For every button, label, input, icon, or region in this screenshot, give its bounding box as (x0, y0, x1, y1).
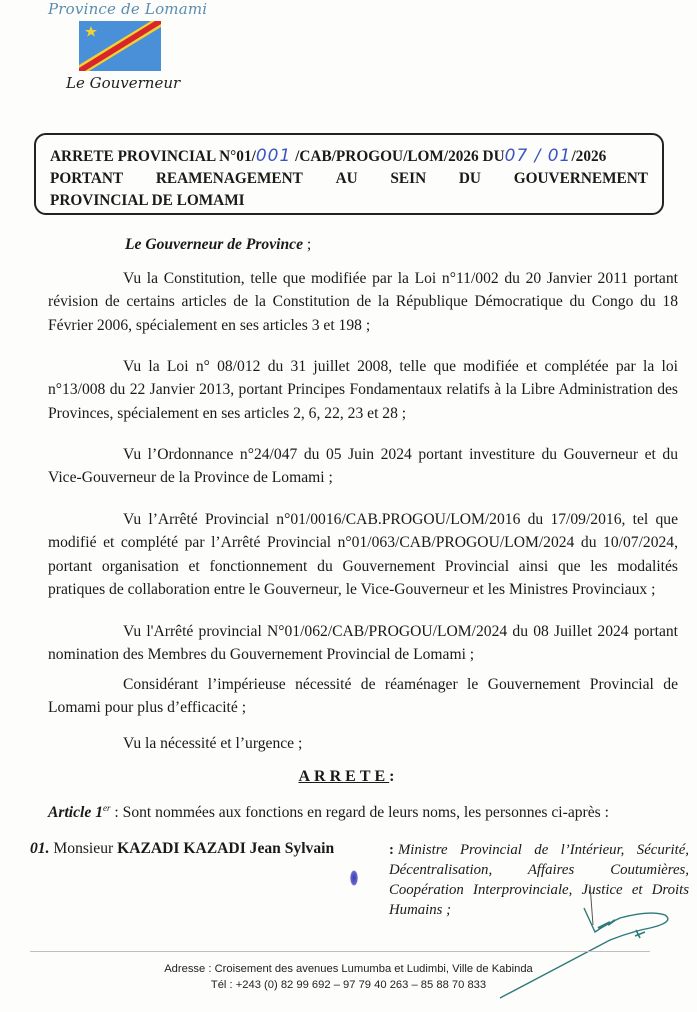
handwritten-decree-number: 001 (255, 146, 292, 166)
subject-word: GOUVERNEMENT (513, 170, 648, 187)
role-text: Ministre Provincial de l’Intérieur, Sécurité, Décentralisation, Affaires Coutumières, Coopération Interprovinciale, Justice et Droits Humains ; (389, 842, 689, 918)
decree-heading (0, 768, 697, 786)
consideration-paragraph: Vu la Constitution, telle que modifiée par la Loi n°11/002 du 20 Janvier 2011 portant révision de certains articles de la Constitution de la République Démocratique du Congo du 18 Février 2006, spécialement en ses articles 3 et 198 ; (48, 270, 678, 334)
role-separator: : (389, 842, 394, 858)
consideration-paragraph: Vu l'Arrêté provincial N°01/062/CAB/PROGOU/LOM/2024 du 08 Juillet 2024 portant nomination des Membres du Gouvernement Provincial de Lomami ; (48, 623, 678, 664)
subject-word: AU (335, 170, 358, 187)
province-name: Province de Lomami (48, 0, 208, 18)
consideration-paragraph: Considérant l’impérieuse nécessité de réaménager le Gouvernement Provincial de Lomami pour plus d’efficacité ; (48, 676, 678, 717)
subject-word: PORTANT (50, 170, 124, 187)
decree-number-middle: /CAB/PROGOU/LOM/2026 DU (291, 148, 505, 165)
appointee-name: KAZADI KAZADI Jean Sylvain (117, 840, 335, 857)
consideration-paragraph: Vu la nécessité et l’urgence ; (123, 735, 303, 752)
decree-subject-line (50, 168, 648, 190)
appointee-role (389, 840, 689, 920)
footer-divider (30, 951, 650, 952)
governor-title: Le Gouverneur (66, 74, 181, 92)
issuing-authority (125, 236, 311, 254)
subject-word: SEIN (390, 170, 427, 187)
article-label: Article 1 (48, 804, 104, 822)
decree-subject-line-2: PROVINCIAL DE LOMAMI (50, 192, 245, 209)
appointee-entry (30, 840, 334, 858)
decree-number-prefix: ARRETE PROVINCIAL N°01/ (50, 148, 256, 165)
decree-year: /2026 (571, 148, 607, 165)
consideration-paragraph: Vu la Loi n° 08/012 du 31 juillet 2008, telle que modifiée et complétée par la loi n°13/008 du 22 Janvier 2013, portant Principes Fondamentaux relatifs à la Libre Administration des Provinces, spécialement en ses articles 2, 6, 22, 23 et 28 ; (48, 358, 678, 422)
footer-address: Adresse : Croisement des avenues Lumumba et Ludimbi, Ville de Kabinda (164, 963, 533, 975)
drc-flag-icon (79, 21, 161, 71)
handwritten-decree-date: 07 / 01 (504, 146, 572, 166)
authority-suffix: ; (303, 236, 312, 253)
ink-blot-icon (350, 870, 358, 886)
consideration-paragraph: Vu l’Ordonnance n°24/047 du 05 Juin 2024 portant investiture du Gouverneur et du Vice-Gouverneur de la Province de Lomami ; (48, 446, 678, 487)
article-1 (48, 803, 609, 822)
authority-name: Le Gouverneur de Province (125, 236, 303, 253)
subject-word: REAMENAGEMENT (155, 170, 303, 187)
article-text: : Sont nommées aux fonctions en regard de leurs noms, les personnes ci-après : (110, 804, 609, 822)
decree-heading-colon: : (389, 768, 399, 785)
footer-phone: Tél : +243 (0) 82 99 692 – 97 79 40 263 – 85 88 70 833 (210, 979, 487, 991)
decree-number-line (50, 145, 648, 168)
appointee-title: Monsieur (53, 840, 114, 857)
decree-heading-text: ARRETE (298, 768, 390, 785)
decree-title-box (34, 133, 664, 215)
consideration-paragraph: Vu l’Arrêté Provincial n°01/0016/CAB.PROGOU/LOM/2016 du 17/09/2016, tel que modifié et complété par l’Arrêté Provincial n°01/063/CAB/PROGOU/LOM/2024 du 10/07/2024, portant organisation et fonctionnement du Gouvernement Provincial ainsi que les modalités pratiques de collaboration entre le Gouverneur, le Vice-Gouverneur et les Ministres Provinciaux ; (48, 511, 678, 598)
appointee-number: 01. (30, 840, 50, 857)
subject-word: DU (458, 170, 481, 187)
article-label-sup: er (103, 803, 111, 813)
